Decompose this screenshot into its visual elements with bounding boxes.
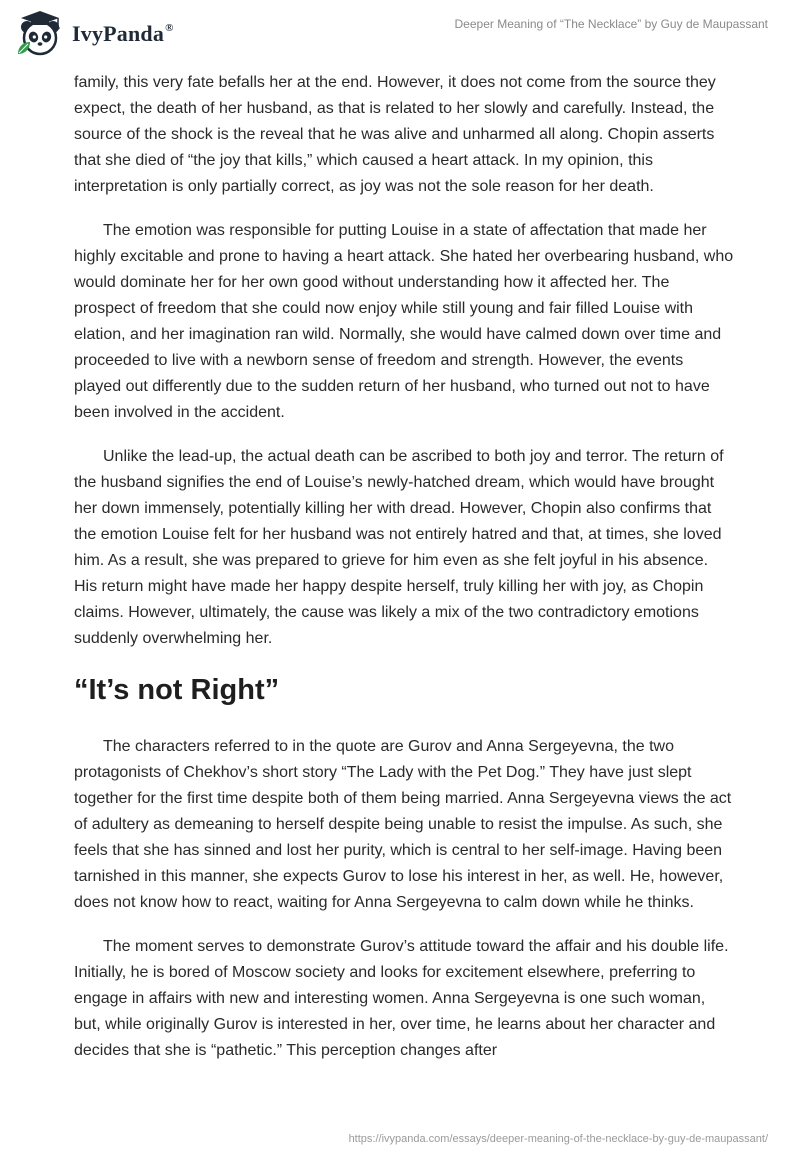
paragraph-4: The characters referred to in the quote are Gurov and Anna Sergeyevna, the two protagonists of Chekhov’s short story “The Lady with the Pet Dog.” They have just slept together for the first time despite both of them being married. Anna Sergeyevna views the act of adultery as demeaning to herself despite being unable to resist the impulse. As such, she feels that she has sinned and lost her purity, which is central to her self-image. Having been tarnished in this manner, she expects Gurov to lose his interest in her, as well. He, however, does not know how to react, waiting for Anna Sergeyevna to calm down while he thinks.	[74, 738, 732, 911]
source-url-link[interactable]: https://ivypanda.com/essays/deeper-meaning-of-the-necklace-by-guy-de-maupassant/	[348, 1133, 768, 1145]
registered-mark: ®	[165, 21, 174, 34]
paragraph-3: Unlike the lead-up, the actual death can be ascribed to both joy and terror. The return of the husband signifies the end of Louise’s newly-hatched dream, which would have brought her down immensely, potentially killing her with dread. However, Chopin also confirms that the emotion Louise felt for her husband was not entirely hatred and that, at times, she loved him. As a result, she was prepared to grieve for him even as she felt joyful in his absence. His return might have made her happy despite herself, truly killing her with joy, as Chopin claims. However, ultimately, the cause was likely a mix of the two contradictory emotions suddenly overwhelming her.	[74, 448, 724, 647]
panda-graduate-icon	[14, 8, 66, 60]
section-heading: “It’s not Right”	[74, 674, 280, 706]
ivypanda-logo[interactable]	[14, 8, 174, 60]
paragraph-5: The moment serves to demonstrate Gurov’s attitude toward the affair and his double life. Initially, he is bored of Moscow society and looks for excitement elsewhere, preferring to engage in affairs with new and interesting women. Anna Sergeyevna is one such woman, but, while originally Gurov is interested in her, over time, he learns about her character and decides that she is “pathetic.” This perception changes after	[74, 938, 729, 1059]
essay-content	[74, 70, 734, 1082]
paragraph-1: family, this very fate befalls her at the end. However, it does not come from the source they expect, the death of her husband, as that is related to her slowly and carefully. Instead, the source of the shock is the reveal that he was alive and unharmed all along. Chopin asserts that she died of “the joy that kills,” which caused a heart attack. In my opinion, this interpretation is only partially correct, as joy was not the sole reason for her death.	[74, 74, 716, 195]
paragraph-2: The emotion was responsible for putting Louise in a state of affectation that made her highly excitable and prone to having a heart attack. She hated her overbearing husband, who would dominate her for her own good without understanding how it affected her. The prospect of freedom that she could now enjoy while still young and fair filled Louise with elation, and her imagination ran wild. Normally, she would have calmed down over time and proceeded to live with a newborn sense of freedom and strength. However, the events played out differently due to the sudden return of her husband, who turned out not to have been involved in the accident.	[74, 222, 734, 421]
page-header	[0, 0, 800, 70]
brand-name: IvyPanda®	[72, 21, 174, 46]
document-title: Deeper Meaning of “The Necklace” by Guy de Maupassant	[454, 17, 768, 31]
